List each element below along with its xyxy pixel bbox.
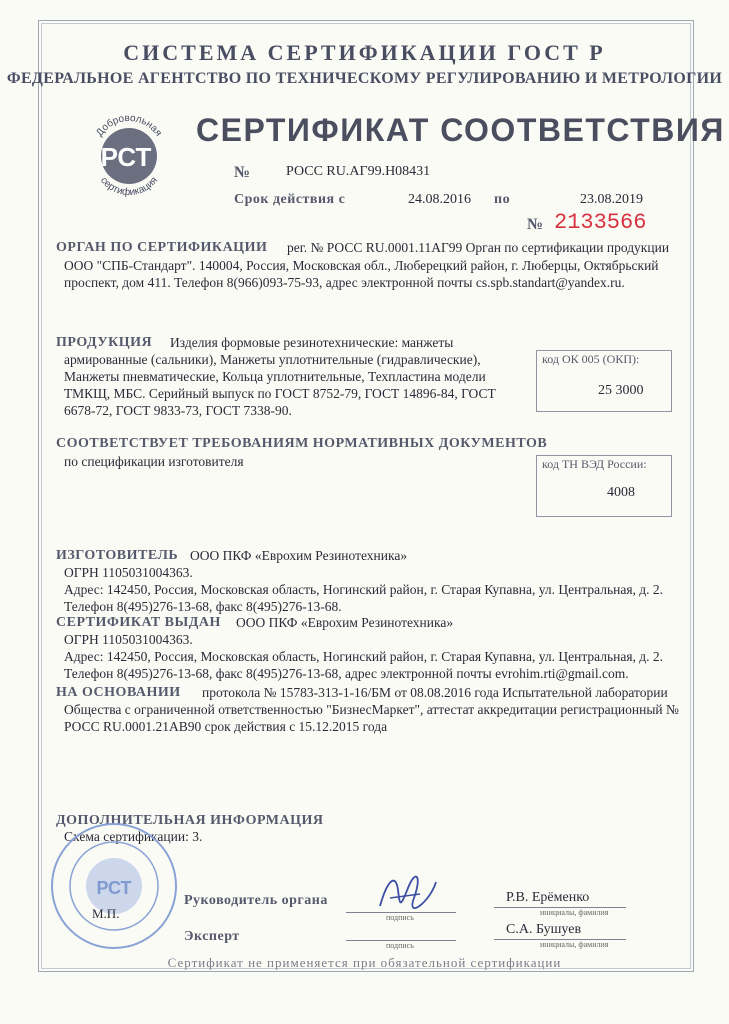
issued-to-line-3: Телефон 8(495)276-13-68, факс 8(495)276-13-68, адрес электронной почты evrohim.rti@gmail.com. (64, 666, 629, 681)
basis-line-3: РОСС RU.0001.21АВ90 срок действия с 15.12.2015 года (64, 719, 388, 734)
head-signature (370, 868, 440, 918)
logo-top-text: Добровольная (94, 112, 164, 139)
expert-name-caption: инициалы, фамилия (540, 940, 609, 949)
manufacturer-label: ИЗГОТОВИТЕЛЬ (56, 548, 179, 563)
additional-text: Схема сертификации: 3. (64, 829, 203, 844)
serial-number: 2133566 (554, 210, 647, 235)
head-sign-caption: подпись (386, 913, 414, 922)
logo-letters: РСТ (100, 142, 152, 172)
basis-line-2: Общества с ограниченной ответственностью "БизнесМаркет", аттестат аккредитации регистрационный № (64, 702, 679, 717)
head-name: Р.В. Ерёменко (506, 890, 590, 905)
issued-to-line-2: Адрес: 142450, Россия, Московская область, Ногинский район, г. Старая Купавна, ул. Центральная, д. 2. (64, 649, 664, 664)
issued-to-label: СЕРТИФИКАТ ВЫДАН (56, 615, 221, 630)
basis-line-1: протокола № 15783-313-1-16/БМ от 08.08.2016 года Испытательной лаборатории (202, 685, 668, 700)
head-name-caption: инициалы, фамилия (540, 908, 609, 917)
product-line-4: ТМКЩ, МБС. Серийный выпуск по ГОСТ 8752-79, ГОСТ 14896-84, ГОСТ (64, 386, 496, 401)
product-line-1: Изделия формовые резинотехнические: манжеты (170, 335, 454, 350)
ok-code-value: 25 3000 (598, 383, 644, 398)
product-label: ПРОДУКЦИЯ (56, 335, 153, 350)
stamp-logo-letters: РСТ (96, 878, 132, 898)
issued-to-name: ООО ПКФ «Еврохим Резинотехника» (236, 615, 454, 630)
conformity-text: по спецификации изготовителя (64, 454, 244, 469)
serial-label: № (527, 216, 544, 233)
cert-number: РОСС RU.АГ99.Н08431 (286, 164, 431, 179)
tnved-value: 4008 (607, 485, 635, 500)
issued-to-line-1: ОГРН 1105031004363. (64, 632, 193, 647)
manufacturer-line-1: ОГРН 1105031004363. (64, 565, 193, 580)
logo-bottom-text: сертификация (98, 175, 160, 198)
expert-name: С.А. Бушуев (506, 922, 582, 937)
expert-label: Эксперт (184, 929, 240, 944)
product-line-5: 6678-72, ГОСТ 9833-73, ГОСТ 7338-90. (64, 403, 292, 418)
head-label: Руководитель органа (184, 893, 328, 908)
organ-line-1: рег. № РОСС RU.0001.11АГ99 Орган по сертификации продукции (287, 240, 670, 255)
footer-note: Сертификат не применяется при обязательной сертификации (167, 955, 562, 970)
organ-line-2: ООО "СПБ-Стандарт". 140004, Россия, Московская обл., Люберецкий район, г. Люберцы, Октябрьский (64, 258, 659, 273)
valid-from: 24.08.2016 (408, 192, 471, 207)
manufacturer-line-3: Телефон 8(495)276-13-68, факс 8(495)276-13-68. (64, 599, 342, 614)
conformity-label: СООТВЕТСТВУЕТ ТРЕБОВАНИЯМ НОРМАТИВНЫХ ДОКУМЕНТОВ (56, 436, 548, 451)
validity-label: Срок действия с (234, 192, 346, 207)
blue-stamp (48, 820, 180, 952)
product-line-2: армированные (сальники), Манжеты уплотнительные (гидравлические), (64, 352, 481, 367)
cert-number-label: № (234, 164, 251, 181)
stamp-mp-label: М.П. (92, 906, 120, 921)
basis-label: НА ОСНОВАНИИ (56, 685, 181, 700)
manufacturer-name: ООО ПКФ «Еврохим Резинотехника» (190, 548, 408, 563)
gost-r-logo (86, 110, 172, 198)
product-line-3: Манжеты пневматические, Кольца уплотнительные, Техпластина модели (64, 369, 486, 384)
agency-title: ФЕДЕРАЛЬНОЕ АГЕНТСТВО ПО ТЕХНИЧЕСКОМУ РЕГУЛИРОВАНИЮ И МЕТРОЛОГИИ (6, 70, 723, 87)
manufacturer-line-2: Адрес: 142450, Россия, Московская область, Ногинский район, г. Старая Купавна, ул. Центральная, д. 2. (64, 582, 664, 597)
ok-code-label: код ОК 005 (ОКП): (542, 352, 640, 366)
expert-sign-caption: подпись (386, 941, 414, 950)
organ-label: ОРГАН ПО СЕРТИФИКАЦИИ (56, 240, 268, 255)
valid-to: 23.08.2019 (580, 192, 643, 207)
organ-line-3: проспект, дом 411. Телефон 8(966)093-75-93, адрес электронной почты cs.spb.standart@yandex.ru. (64, 275, 625, 290)
to-label: по (494, 192, 511, 207)
tnved-label: код ТН ВЭД России: (542, 457, 647, 471)
system-title: СИСТЕМА СЕРТИФИКАЦИИ ГОСТ Р (123, 40, 606, 65)
additional-label: ДОПОЛНИТЕЛЬНАЯ ИНФОРМАЦИЯ (56, 813, 324, 828)
certificate-title: СЕРТИФИКАТ СООТВЕТСТВИЯ (196, 112, 725, 148)
